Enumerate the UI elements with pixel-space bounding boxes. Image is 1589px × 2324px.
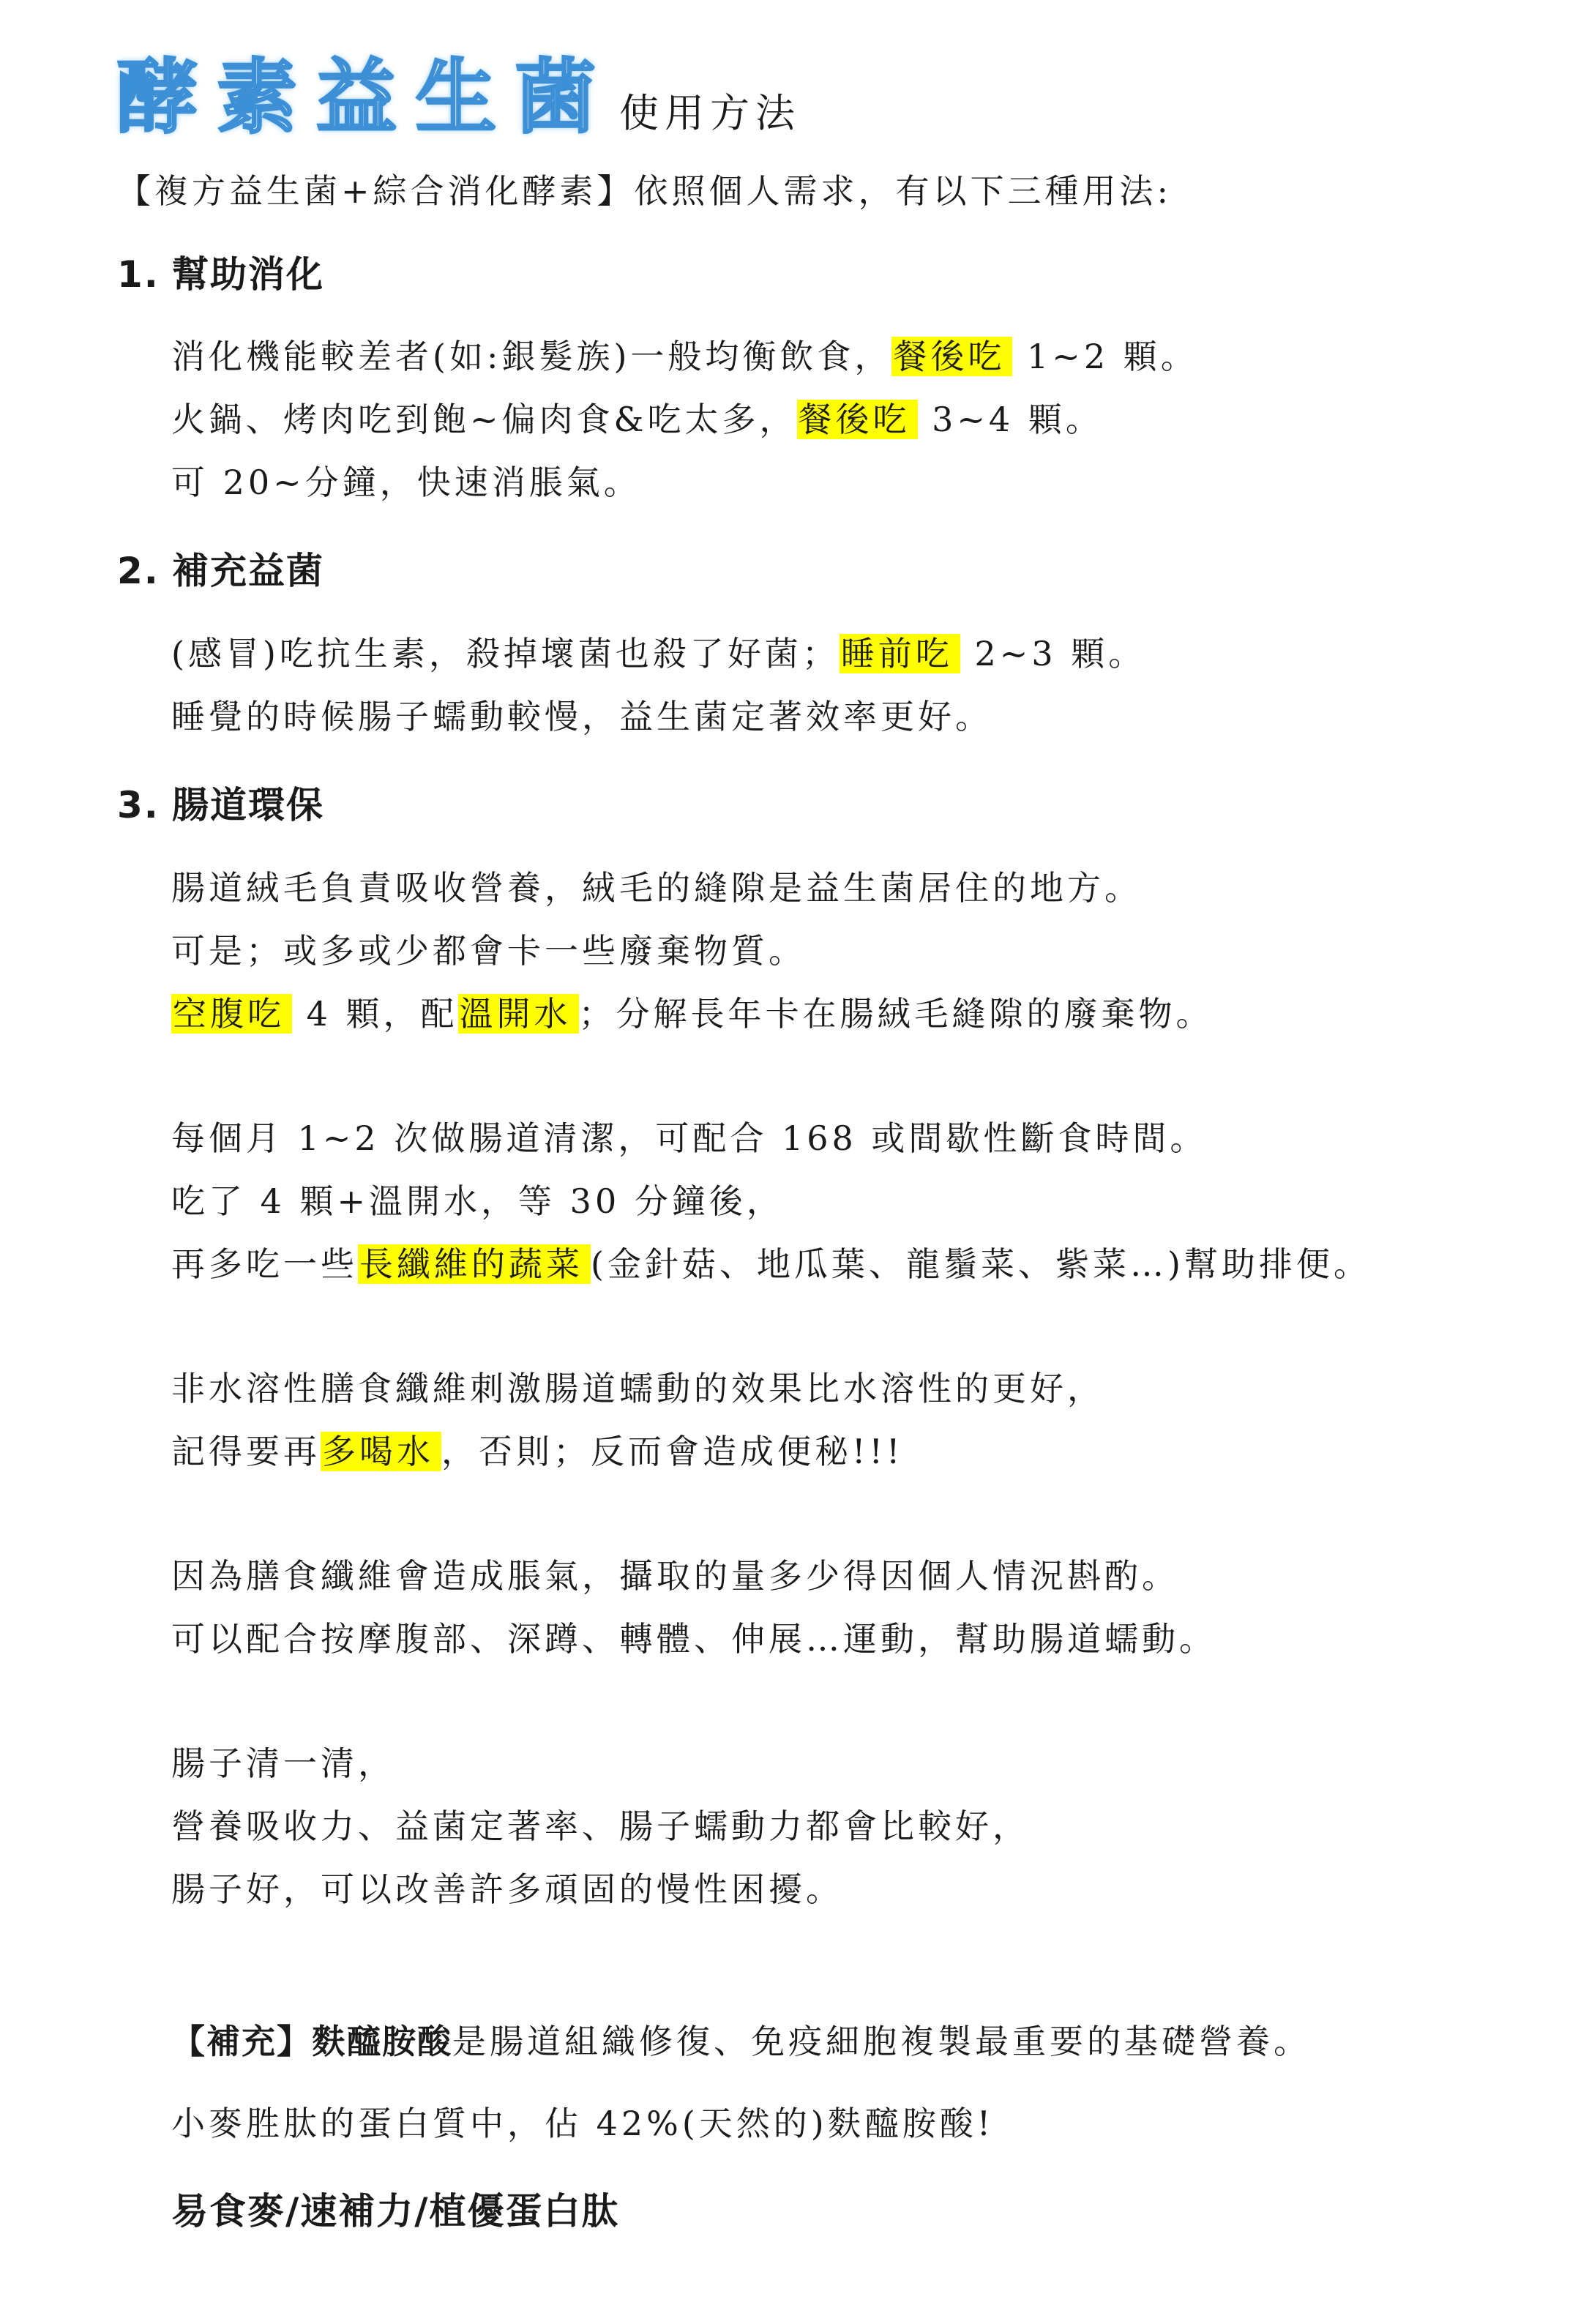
paragraph-b-line-1: 非水溶性膳食纖維刺激腸道蠕動的效果比水溶性的更好， [171,1369,1104,1408]
line-text: 3~4 顆。 [917,400,1103,439]
line-text: (感冒)吃抗生素，殺掉壞菌也殺了好菌； [171,634,840,673]
line-text: 2~3 顆。 [960,634,1146,673]
section-1-heading [117,249,324,300]
line-text: ，否則；反而會造成便秘!!! [441,1432,904,1471]
section-number: 3. [117,784,160,826]
section-number: 2. [117,550,160,592]
highlight-long-fiber: 長纖維的蔬菜 [358,1244,591,1284]
line-text: 再多吃一些 [171,1244,358,1284]
supplement-label: 【補充】 [171,2022,312,2061]
highlight-after-meal: 餐後吃 [797,400,918,439]
product-names: 易食麥/速補力/植優蛋白肽 [171,2190,620,2233]
line-text: ；分解長年卡在腸絨毛縫隙的廢棄物。 [578,994,1214,1034]
highlight-drink-water: 多喝水 [321,1432,441,1471]
section-2-line-1 [171,628,1145,679]
paragraph-d-line-2: 營養吸收力、益菌定著率、腸子蠕動力都會比較好， [171,1806,1030,1846]
paragraph-a-line-1: 每個月 1~2 次做腸道清潔，可配合 168 或間歇性斷食時間。 [171,1118,1208,1158]
section-title: 補充益菌 [172,550,324,592]
line-text: 火鍋、烤肉吃到飽~偏肉食&吃太多， [171,400,797,439]
paragraph-a-line-2: 吃了 4 顆+溫開水，等 30 分鐘後， [171,1181,784,1221]
line-text: 1~2 顆。 [1012,337,1198,376]
highlight-after-meal: 餐後吃 [891,337,1012,376]
highlight-before-sleep: 睡前吃 [840,634,960,673]
line-text: 4 顆，配 [292,994,458,1034]
section-title: 腸道環保 [172,784,324,826]
section-3-line-1: 腸道絨毛負責吸收營養，絨毛的縫隙是益生菌居住的地方。 [171,868,1142,908]
line-text: (金針菇、地瓜葉、龍鬚菜、紫菜…)幫助排便。 [591,1244,1371,1284]
paragraph-b-line-2 [171,1426,903,1477]
line-text: 是腸道組織修復、免疫細胞複製最重要的基礎營養。 [452,2022,1311,2061]
paragraph-d-line-3: 腸子好，可以改善許多頑固的慢性困擾。 [171,1869,843,1909]
section-1-line-2 [171,394,1103,445]
section-1-line-1 [171,331,1198,382]
supplement-line-2: 小麥胜肽的蛋白質中，佔 42%(天然的)麩醯胺酸! [171,2104,995,2143]
intro-text: 【複方益生菌+綜合消化酵素】依照個人需求，有以下三種用法: [117,171,1173,211]
highlight-warm-water: 溫開水 [458,994,579,1034]
section-2-heading [117,545,324,597]
paragraph-a-line-3 [171,1238,1371,1290]
line-text: 消化機能較差者(如:銀髮族)一般均衡飲食， [171,337,892,376]
section-title: 幫助消化 [172,253,324,296]
supplement-term: 麩醯胺酸 [312,2022,452,2061]
section-3-line-3 [171,988,1214,1039]
highlight-empty-stomach: 空腹吃 [171,994,292,1034]
paragraph-c-line-2: 可以配合按摩腹部、深蹲、轉體、伸展…運動，幫助腸道蠕動。 [171,1619,1216,1659]
section-1-line-3: 可 20~分鐘，快速消脹氣。 [171,463,641,502]
document-title: 酵素益生菌 [117,51,615,144]
line-text: 記得要再 [171,1432,321,1471]
supplement-line-1 [171,2016,1311,2067]
paragraph-d-line-1: 腸子清一清， [171,1744,395,1783]
document-subtitle: 使用方法 [619,90,801,136]
section-3-heading [117,780,324,831]
section-2-line-2: 睡覺的時候腸子蠕動較慢，益生菌定著效率更好。 [171,697,992,736]
title-row [117,28,801,144]
section-number: 1. [117,253,160,296]
section-3-line-2: 可是；或多或少都會卡一些廢棄物質。 [171,931,806,971]
paragraph-c-line-1: 因為膳食纖維會造成脹氣，攝取的量多少得因個人情況斟酌。 [171,1556,1179,1596]
